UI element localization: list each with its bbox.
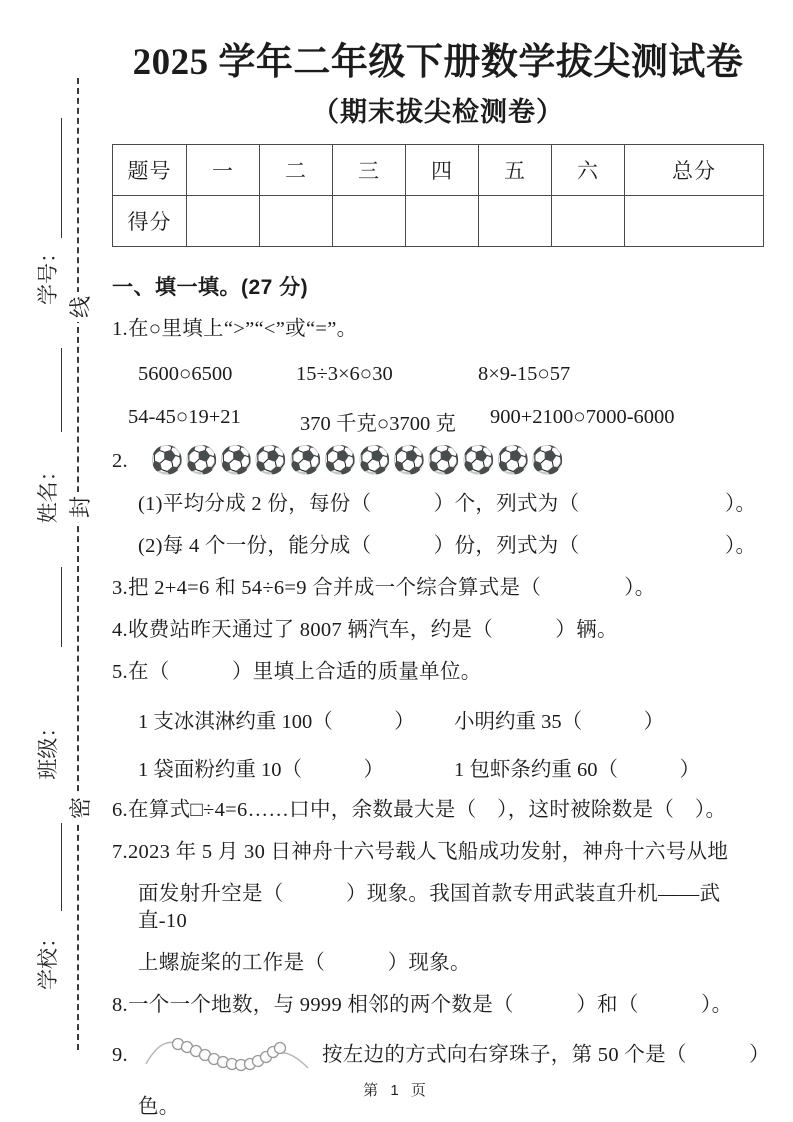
expression: 370 千克○3700 克 xyxy=(300,413,456,436)
question-7-line-2: 面发射升空是（ ）现象。我国首款专用武装直升机——武直-10 xyxy=(138,883,721,933)
table-header-cell: 一 xyxy=(187,145,260,196)
class-blank[interactable] xyxy=(39,567,62,647)
student-number-field xyxy=(32,118,62,305)
score-cell[interactable] xyxy=(625,196,764,247)
question-5-item: 1 袋面粉约重 10（ ） xyxy=(138,759,384,782)
question-1-row-2 xyxy=(112,406,764,436)
question-9-text-2: 色。 xyxy=(138,1095,180,1118)
name-blank[interactable] xyxy=(39,348,62,432)
question-5-row-2 xyxy=(112,752,764,782)
table-header-cell: 三 xyxy=(333,145,406,196)
question-4-text: 4.收费站昨天通过了 8007 辆汽车，约是（ ）辆。 xyxy=(112,619,618,642)
class-field xyxy=(32,567,62,780)
question-2-number: 2. xyxy=(112,449,128,472)
page-title: 2025 学年二年级下册数学拔尖测试卷 xyxy=(132,42,744,83)
student-number-label: 学号： xyxy=(36,242,60,306)
expression: 15÷3×6○30 xyxy=(296,363,393,386)
main-content xyxy=(112,40,770,1121)
expression: 900+2100○7000-6000 xyxy=(490,406,675,429)
school-blank[interactable] xyxy=(39,823,62,911)
score-cell[interactable] xyxy=(260,196,333,247)
score-cell[interactable] xyxy=(552,196,625,247)
question-7-line-1: 7.2023 年 5 月 30 日神舟十六号载人飞船成功发射，神舟十六号从地 xyxy=(112,841,729,864)
beads-image xyxy=(140,1028,312,1084)
name-field xyxy=(32,348,62,523)
class-label: 班级： xyxy=(36,716,60,780)
page-number: 第 1 页 xyxy=(363,1082,430,1099)
seal-char-feng: 封 xyxy=(64,492,94,522)
table-header-cell: 二 xyxy=(260,145,333,196)
score-cell[interactable] xyxy=(187,196,260,247)
question-1-text: 1.在○里填上“>”“<”或“=”。 xyxy=(112,318,358,341)
table-header-cell: 六 xyxy=(552,145,625,196)
question-5-row-1 xyxy=(112,704,764,734)
question-5-item: 小明约重 35（ ） xyxy=(454,711,665,734)
student-number-blank[interactable] xyxy=(39,118,62,238)
soccer-balls-icon-row: ⚽⚽⚽⚽⚽⚽⚽⚽⚽⚽⚽⚽ xyxy=(149,445,566,477)
table-header-cell: 五 xyxy=(479,145,552,196)
section-one-heading: 一、填一填。(27 分) xyxy=(112,276,309,300)
question-2-item-1: (1)平均分成 2 份，每份（ ）个，列式为（ ）。 xyxy=(138,492,757,515)
expression: 8×9-15○57 xyxy=(478,363,571,386)
table-header-cell: 总分 xyxy=(625,145,764,196)
school-label: 学校： xyxy=(36,927,60,990)
seal-dashed-line xyxy=(77,78,79,1050)
score-table-header-row xyxy=(113,145,764,196)
score-cell[interactable] xyxy=(479,196,552,247)
page-subtitle: （期末拔尖检测卷） xyxy=(312,97,564,128)
table-header-cell: 四 xyxy=(406,145,479,196)
seal-char-xian: 线 xyxy=(64,292,94,322)
name-label: 姓名： xyxy=(36,460,60,524)
score-row-label: 得分 xyxy=(113,196,187,247)
question-9-stem xyxy=(112,1028,770,1084)
score-table xyxy=(112,144,764,247)
question-3-text: 3.把 2+4=6 和 54÷6=9 合并成一个综合算式是（ ）。 xyxy=(112,577,656,600)
table-header-cell: 题号 xyxy=(113,145,187,196)
question-9-number: 9. xyxy=(112,1043,128,1066)
score-table-score-row xyxy=(113,196,764,247)
question-2-item-2: (2)每 4 个一份，能分成（ ）份，列式为（ ）。 xyxy=(138,535,757,558)
question-5-text: 5.在（ ）里填上合适的质量单位。 xyxy=(112,661,482,684)
question-8-text: 8.一个一个地数，与 9999 相邻的两个数是（ ）和（ ）。 xyxy=(112,994,733,1017)
question-7-line-3: 上螺旋桨的工作是（ ）现象。 xyxy=(138,952,471,975)
question-6-text: 6.在算式□÷4=6……口中，余数最大是（ ），这时被除数是（ ）。 xyxy=(112,799,727,822)
question-5-item: 1 支冰淇淋约重 100（ ） xyxy=(138,711,415,734)
question-9-text: 按左边的方式向右穿珠子，第 50 个是（ ） xyxy=(321,1043,770,1066)
student-info-fields xyxy=(27,118,67,990)
score-cell[interactable] xyxy=(333,196,406,247)
question-5-item: 1 包虾条约重 60（ ） xyxy=(454,759,700,782)
score-cell[interactable] xyxy=(406,196,479,247)
school-field xyxy=(32,823,62,990)
bead xyxy=(274,1042,285,1053)
question-1-row-1 xyxy=(112,363,764,386)
question-2-stem xyxy=(112,446,764,476)
bead-group xyxy=(172,1038,285,1070)
seal-char-mi: 密 xyxy=(64,793,94,823)
expression: 54-45○19+21 xyxy=(128,406,241,429)
expression: 5600○6500 xyxy=(138,363,233,386)
